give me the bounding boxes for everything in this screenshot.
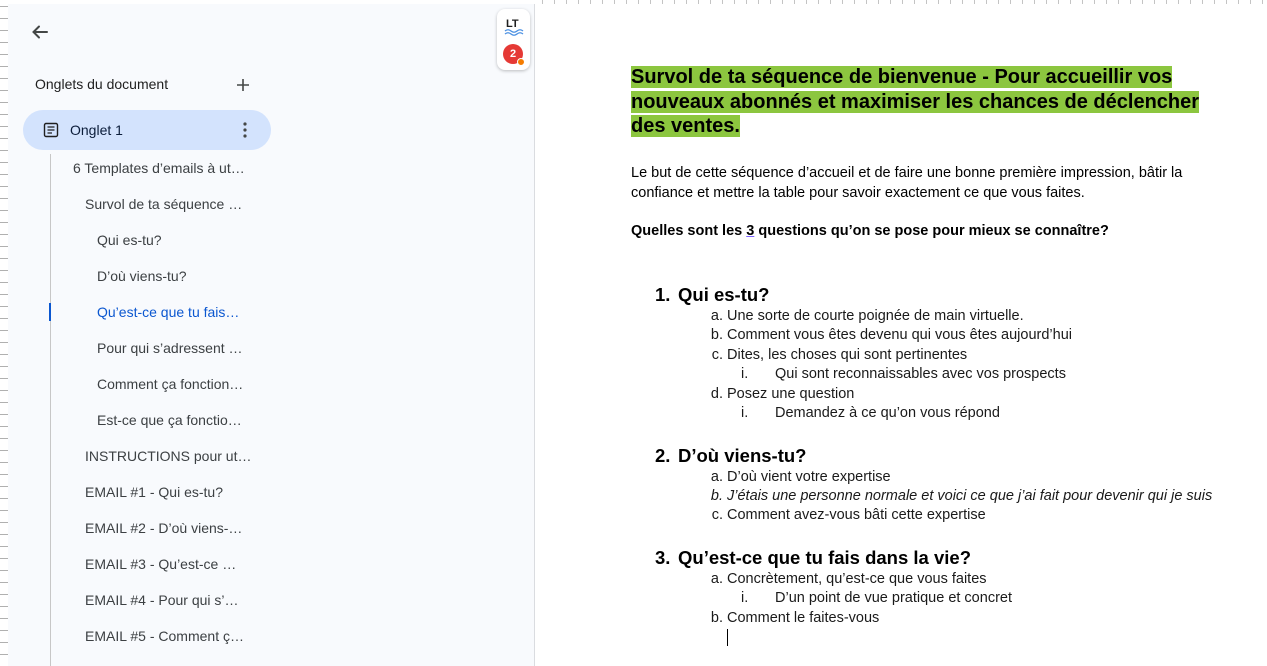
question-text-start: Quelles sont les [631,223,747,239]
document-heading [631,65,1231,139]
outline-active-indicator [49,303,51,321]
list-item-text: Une sorte de courte poignée de main virtuelle. [727,308,1024,324]
outline-item[interactable]: Est-ce que ça fonctio… [97,412,242,428]
list-marker: b. [710,327,723,343]
list-marker: b. [710,488,723,504]
list-marker: b. [710,610,723,626]
list-marker: d. [710,386,723,402]
tab-more-options-button[interactable] [235,120,255,140]
list-item [710,385,855,405]
outline-item[interactable]: EMAIL #2 - D’où viens-… [85,520,243,536]
languagetool-extension-widget [497,9,530,70]
list-item [711,346,968,366]
section-heading-1 [655,284,769,306]
list-item-text: D’un point de vue pratique et concret [775,590,1012,606]
outline-item[interactable]: Survol de ta séquence … [85,196,243,212]
list-item-text: J’étais une personne normale et voici ce que j’ai fait pour devenir qui je suis [727,488,1213,504]
list-marker: i. [741,590,749,606]
vertical-ruler [0,0,8,666]
outline-item-active[interactable]: Qu’est-ce que tu fais… [97,304,240,320]
list-item [710,570,987,590]
highlighted-heading-text: Survol de ta séquence de bienvenue - Pour accueillir vos nouveaux abonnés et maximiser les chances de déclencher des ventes. [631,66,1200,137]
outline-item[interactable]: INSTRUCTIONS pour ut… [85,448,252,464]
list-item [711,506,986,526]
questions-paragraph [631,223,1109,239]
tab-onglet-1[interactable] [23,110,271,150]
list-marker: a. [710,469,723,485]
outline-item[interactable]: D’où viens-tu? [97,268,187,284]
lt-logo-text: LT [506,18,519,30]
list-item-text: D’où vient votre expertise [727,469,891,485]
outline-item[interactable]: EMAIL #5 - Comment ç… [85,628,244,644]
list-marker: i. [741,366,749,382]
status-dot-icon [517,58,525,66]
section-number: 1. [655,284,671,305]
back-arrow-button[interactable] [28,20,52,44]
list-item-text: Concrètement, qu’est-ce que vous faites [727,571,987,587]
outline-item[interactable]: 6 Templates d’emails à ut… [73,160,245,176]
outline-item[interactable]: Qui es-tu? [97,232,162,248]
list-item [741,589,1012,609]
list-item [710,326,1072,346]
section-heading-2 [655,445,806,467]
section-title: Qui es-tu? [678,284,770,305]
outline-item[interactable]: Pour qui s’adressent … [97,340,243,356]
section-heading-3 [655,547,971,569]
tabs-header: Onglets du document [35,76,169,92]
issue-count-badge[interactable] [503,44,523,64]
tab-label: Onglet 1 [70,122,123,138]
section-number: 2. [655,445,671,466]
list-item-text: Comment vous êtes devenu qui vous êtes aujourd’hui [727,327,1072,343]
list-marker: a. [710,308,723,324]
question-number: 3 [746,223,755,239]
list-item [710,468,891,488]
section-title: D’où viens-tu? [678,445,807,466]
list-item [710,307,1024,327]
issue-count: 2 [509,48,517,60]
list-item-text: Comment le faites-vous [727,610,880,626]
plus-icon [236,78,250,92]
more-vert-icon [243,122,247,138]
outline-item[interactable]: EMAIL #4 - Pour qui s’… [85,592,239,608]
outline-rail [50,154,51,666]
list-item-text: Dites, les choses qui sont pertinentes [727,347,968,363]
outline-item[interactable]: Comment ça fonction… [97,376,244,392]
list-item [741,404,1000,424]
intro-paragraph: Le but de cette séquence d’accueil et de faire une bonne première impression, bâtir la confiance et mettre la table pour savoir exactement ce que vous faites. [631,165,1183,201]
list-item-text: Qui sont reconnaissables avec vos prospects [775,366,1066,382]
question-text-end: questions qu’on se pose pour mieux se connaître? [754,223,1109,239]
document-page[interactable] [536,4,1267,666]
add-tab-button[interactable] [232,74,254,96]
list-item-text: Posez une question [727,386,855,402]
languagetool-icon[interactable] [503,15,524,37]
outline-item[interactable]: EMAIL #1 - Qui es-tu? [85,484,223,500]
document-icon [43,122,59,138]
outline-item[interactable]: EMAIL #3 - Qu’est-ce … [85,556,237,572]
section-title: Qu’est-ce que tu fais dans la vie? [678,547,972,568]
document-outline-panel [8,4,535,666]
list-item [741,365,1066,385]
list-item [710,487,1213,507]
back-arrow-icon [30,22,50,42]
list-item-text: Comment avez-vous bâti cette expertise [727,507,986,523]
list-marker: a. [710,571,723,587]
list-item [710,609,880,629]
list-marker: i. [741,405,749,421]
list-item-text: Demandez à ce qu’on vous répond [775,405,1000,421]
list-marker: c. [711,347,723,363]
text-cursor [727,629,728,646]
section-number: 3. [655,547,671,568]
list-marker: c. [711,507,723,523]
